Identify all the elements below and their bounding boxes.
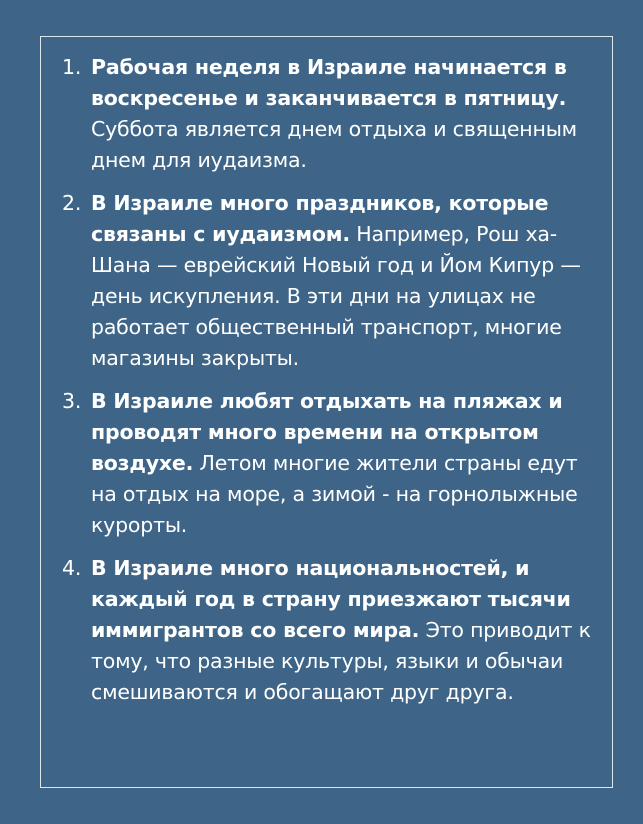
list-item [56, 52, 596, 176]
list-item-heading: В Израиле много национальностей, и каждый год в страну приезжают тысячи иммигрантов со всего мира. [91, 556, 571, 642]
list-item-number: 4. [62, 556, 82, 580]
list-item-text: Суббота является днем отдыха и священным днем для иудаизма. [91, 117, 577, 172]
list-item-heading: Рабочая неделя в Израиле начинается в воскресенье и заканчивается в пятницу. [91, 55, 567, 110]
list-item [56, 553, 596, 708]
list-item-text: Это приводит к тому, что разные культуры, языки и обычаи смешиваются и обогащают друг друга. [91, 618, 591, 704]
list-item [56, 386, 596, 541]
list-item-heading: В Израиле много праздников, которые связаны с иудаизмом. [91, 191, 549, 246]
list-item-heading: В Израиле любят отдыхать на пляжах и проводят много времени на открытом воздухе. [91, 389, 563, 475]
facts-list [56, 52, 596, 720]
list-item [56, 188, 596, 374]
list-item-number: 2. [62, 191, 82, 215]
list-item-number: 3. [62, 389, 82, 413]
list-item-number: 1. [62, 55, 82, 79]
list-item-text: Летом многие жители страны едут на отдых на море, а зимой - на горнолыжные курорты. [91, 451, 578, 537]
list-item-text: Например, Рош ха-Шана — еврейский Новый год и Йом Кипур — день искупления. В эти дни на улицах не работает общественный транспорт, многие магазины закрыты. [91, 222, 581, 370]
